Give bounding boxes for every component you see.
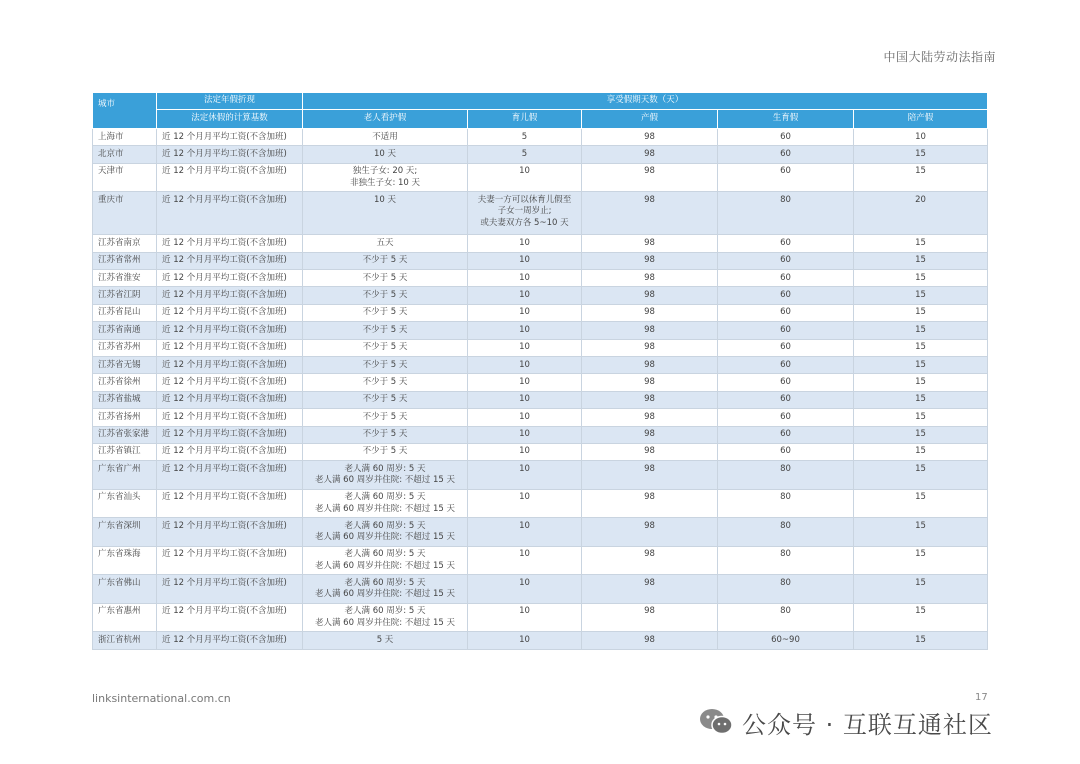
cell-elderly-care-line: 老人满 60 周岁并住院: 不超过 15 天 xyxy=(314,617,455,628)
cell-calc-base: 近 12 个月月平均工资(不含加班) xyxy=(157,163,303,192)
cell-calc-base: 近 12 个月月平均工资(不含加班) xyxy=(157,374,303,391)
cell-elderly-care xyxy=(303,287,468,304)
cell-elderly-care xyxy=(303,129,468,146)
cell-elderly-care xyxy=(303,146,468,163)
cell-childcare xyxy=(468,461,582,490)
cell-elderly-care-line: 老人满 60 周岁并住院: 不超过 15 天 xyxy=(314,589,455,600)
cell-elderly-care xyxy=(303,461,468,490)
cell-elderly-care xyxy=(303,339,468,356)
cell-childcare-line: 或夫妻双方各 5~10 天 xyxy=(480,217,569,228)
cell-maternity: 98 xyxy=(582,409,718,426)
header-childcare: 育儿假 xyxy=(468,110,582,129)
cell-elderly-care xyxy=(303,575,468,604)
cell-birth: 80 xyxy=(718,546,854,575)
cell-childcare xyxy=(468,163,582,192)
cell-elderly-care-line: 五天 xyxy=(376,237,394,248)
cell-paternity: 15 xyxy=(854,252,988,269)
table-row xyxy=(93,129,988,146)
cell-elderly-care-line: 老人满 60 周岁: 5 天 xyxy=(344,463,426,474)
cell-city: 江苏省苏州 xyxy=(93,339,157,356)
cell-elderly-care xyxy=(303,391,468,408)
cell-childcare-line: 10 xyxy=(519,237,530,248)
cell-childcare-line: 10 xyxy=(519,376,530,387)
page-number: 17 xyxy=(975,692,988,703)
cell-city: 广东省汕头 xyxy=(93,489,157,518)
cell-elderly-care-line: 10 天 xyxy=(373,148,397,159)
table-body xyxy=(93,129,988,650)
cell-paternity: 15 xyxy=(854,304,988,321)
cell-paternity: 10 xyxy=(854,129,988,146)
cell-elderly-care-line: 老人满 60 周岁: 5 天 xyxy=(344,520,426,531)
cell-birth: 60 xyxy=(718,270,854,287)
cell-city: 江苏省常州 xyxy=(93,252,157,269)
header-city: 城市 xyxy=(93,93,157,129)
table-row xyxy=(93,632,988,649)
cell-city: 江苏省无锡 xyxy=(93,357,157,374)
cell-elderly-care-line: 老人满 60 周岁: 5 天 xyxy=(344,606,426,617)
cell-childcare-line: 夫妻一方可以休育儿假至 xyxy=(477,194,572,205)
cell-elderly-care xyxy=(303,270,468,287)
cell-maternity: 98 xyxy=(582,489,718,518)
cell-city: 重庆市 xyxy=(93,192,157,235)
cell-paternity: 15 xyxy=(854,489,988,518)
cell-birth: 60 xyxy=(718,146,854,163)
cell-paternity: 15 xyxy=(854,322,988,339)
cell-elderly-care xyxy=(303,409,468,426)
cell-childcare xyxy=(468,603,582,632)
cell-elderly-care xyxy=(303,235,468,252)
cell-calc-base: 近 12 个月月平均工资(不含加班) xyxy=(157,129,303,146)
cell-paternity: 15 xyxy=(854,603,988,632)
cell-city: 江苏省昆山 xyxy=(93,304,157,321)
cell-calc-base: 近 12 个月月平均工资(不含加班) xyxy=(157,270,303,287)
cell-elderly-care-line: 老人满 60 周岁并住院: 不超过 15 天 xyxy=(314,560,455,571)
cell-paternity: 15 xyxy=(854,235,988,252)
cell-calc-base: 近 12 个月月平均工资(不含加班) xyxy=(157,632,303,649)
cell-childcare-line: 10 xyxy=(519,324,530,335)
cell-elderly-care xyxy=(303,304,468,321)
cell-birth: 60 xyxy=(718,391,854,408)
cell-childcare-line: 10 xyxy=(519,634,530,645)
table-header xyxy=(93,93,988,129)
cell-birth: 60 xyxy=(718,322,854,339)
cell-birth: 60 xyxy=(718,426,854,443)
cell-calc-base: 近 12 个月月平均工资(不含加班) xyxy=(157,603,303,632)
cell-childcare-line: 10 xyxy=(519,463,530,474)
cell-maternity: 98 xyxy=(582,192,718,235)
cell-calc-base: 近 12 个月月平均工资(不含加班) xyxy=(157,252,303,269)
cell-calc-base: 近 12 个月月平均工资(不含加班) xyxy=(157,287,303,304)
watermark-text: 公众号 · 互联互通社区 xyxy=(742,710,993,739)
cell-paternity: 15 xyxy=(854,575,988,604)
cell-city: 江苏省徐州 xyxy=(93,374,157,391)
table-row xyxy=(93,339,988,356)
cell-paternity: 15 xyxy=(854,357,988,374)
cell-childcare xyxy=(468,443,582,460)
cell-maternity: 98 xyxy=(582,443,718,460)
cell-childcare xyxy=(468,322,582,339)
cell-elderly-care-line: 老人满 60 周岁: 5 天 xyxy=(344,549,426,560)
cell-childcare xyxy=(468,357,582,374)
cell-city: 江苏省镇江 xyxy=(93,443,157,460)
cell-childcare xyxy=(468,409,582,426)
cell-elderly-care xyxy=(303,163,468,192)
cell-childcare-line: 10 xyxy=(519,577,530,588)
cell-childcare-line: 5 xyxy=(521,148,528,159)
cell-maternity: 98 xyxy=(582,632,718,649)
cell-paternity: 15 xyxy=(854,426,988,443)
table-row xyxy=(93,287,988,304)
cell-calc-base: 近 12 个月月平均工资(不含加班) xyxy=(157,146,303,163)
cell-city: 江苏省江阴 xyxy=(93,287,157,304)
cell-birth: 60 xyxy=(718,374,854,391)
cell-elderly-care-line: 独生子女: 20 天; xyxy=(352,166,418,177)
cell-elderly-care-line: 不少于 5 天 xyxy=(362,376,408,387)
cell-childcare xyxy=(468,391,582,408)
cell-paternity: 15 xyxy=(854,409,988,426)
cell-elderly-care xyxy=(303,374,468,391)
cell-childcare-line: 子女一周岁止; xyxy=(497,206,552,217)
cell-childcare-line: 10 xyxy=(519,289,530,300)
cell-paternity: 15 xyxy=(854,287,988,304)
cell-birth: 80 xyxy=(718,603,854,632)
cell-childcare-line: 10 xyxy=(519,446,530,457)
cell-birth: 80 xyxy=(718,489,854,518)
table-row xyxy=(93,357,988,374)
cell-calc-base: 近 12 个月月平均工资(不含加班) xyxy=(157,192,303,235)
cell-childcare-line: 10 xyxy=(519,394,530,405)
cell-childcare xyxy=(468,252,582,269)
cell-childcare-line: 10 xyxy=(519,342,530,353)
cell-birth: 80 xyxy=(718,518,854,547)
cell-city: 江苏省淮安 xyxy=(93,270,157,287)
header-statutory-group: 法定年假折现 xyxy=(157,93,303,110)
cell-childcare xyxy=(468,270,582,287)
cell-childcare-line: 10 xyxy=(519,492,530,503)
cell-calc-base: 近 12 个月月平均工资(不含加班) xyxy=(157,357,303,374)
cell-birth: 60 xyxy=(718,409,854,426)
cell-childcare-line: 10 xyxy=(519,307,530,318)
cell-maternity: 98 xyxy=(582,603,718,632)
cell-city: 广东省惠州 xyxy=(93,603,157,632)
cell-city: 天津市 xyxy=(93,163,157,192)
cell-elderly-care-line: 不适用 xyxy=(372,131,398,142)
cell-maternity: 98 xyxy=(582,546,718,575)
cell-calc-base: 近 12 个月月平均工资(不含加班) xyxy=(157,546,303,575)
cell-birth: 80 xyxy=(718,575,854,604)
cell-elderly-care-line: 老人满 60 周岁并住院: 不超过 15 天 xyxy=(314,503,455,514)
cell-childcare-line: 10 xyxy=(519,255,530,266)
cell-elderly-care xyxy=(303,603,468,632)
cell-elderly-care-line: 10 天 xyxy=(373,194,397,205)
cell-childcare xyxy=(468,287,582,304)
cell-birth: 60 xyxy=(718,443,854,460)
cell-childcare xyxy=(468,235,582,252)
cell-birth: 80 xyxy=(718,192,854,235)
cell-maternity: 98 xyxy=(582,235,718,252)
cell-calc-base: 近 12 个月月平均工资(不含加班) xyxy=(157,489,303,518)
cell-elderly-care xyxy=(303,443,468,460)
cell-paternity: 15 xyxy=(854,461,988,490)
cell-childcare xyxy=(468,192,582,235)
cell-calc-base: 近 12 个月月平均工资(不含加班) xyxy=(157,409,303,426)
table-row xyxy=(93,146,988,163)
header-birth: 生育假 xyxy=(718,110,854,129)
cell-maternity: 98 xyxy=(582,304,718,321)
cell-city: 广东省佛山 xyxy=(93,575,157,604)
cell-childcare-line: 10 xyxy=(519,359,530,370)
document-title: 中国大陆劳动法指南 xyxy=(883,50,996,64)
table-row xyxy=(93,575,988,604)
cell-birth: 60 xyxy=(718,304,854,321)
cell-city: 江苏省张家港 xyxy=(93,426,157,443)
cell-paternity: 15 xyxy=(854,546,988,575)
cell-elderly-care-line: 不少于 5 天 xyxy=(362,411,408,422)
cell-birth: 60 xyxy=(718,252,854,269)
table-row xyxy=(93,461,988,490)
header-elderly-care: 老人看护假 xyxy=(303,110,468,129)
table-row xyxy=(93,374,988,391)
cell-elderly-care-line: 老人满 60 周岁: 5 天 xyxy=(344,492,426,503)
cell-paternity: 15 xyxy=(854,518,988,547)
leave-policy-table xyxy=(92,92,988,650)
cell-calc-base: 近 12 个月月平均工资(不含加班) xyxy=(157,391,303,408)
cell-elderly-care-line: 不少于 5 天 xyxy=(362,324,408,335)
cell-maternity: 98 xyxy=(582,163,718,192)
table-row xyxy=(93,546,988,575)
cell-childcare xyxy=(468,518,582,547)
table-row xyxy=(93,409,988,426)
cell-maternity: 98 xyxy=(582,357,718,374)
cell-childcare xyxy=(468,632,582,649)
cell-maternity: 98 xyxy=(582,252,718,269)
cell-elderly-care xyxy=(303,357,468,374)
table-row xyxy=(93,192,988,235)
footer-url: linksinternational.com.cn xyxy=(92,692,231,705)
cell-birth: 60 xyxy=(718,129,854,146)
cell-elderly-care xyxy=(303,192,468,235)
cell-elderly-care-line: 不少于 5 天 xyxy=(362,307,408,318)
cell-childcare-line: 10 xyxy=(519,549,530,560)
table-row xyxy=(93,518,988,547)
cell-city: 广东省珠海 xyxy=(93,546,157,575)
cell-birth: 60 xyxy=(718,235,854,252)
cell-city: 广东省深圳 xyxy=(93,518,157,547)
header-leave-group: 享受假期天数（天） xyxy=(303,93,988,110)
cell-city: 江苏省扬州 xyxy=(93,409,157,426)
wechat-icon xyxy=(698,707,734,737)
cell-paternity: 15 xyxy=(854,374,988,391)
cell-maternity: 98 xyxy=(582,270,718,287)
cell-calc-base: 近 12 个月月平均工资(不含加班) xyxy=(157,426,303,443)
cell-calc-base: 近 12 个月月平均工资(不含加班) xyxy=(157,518,303,547)
cell-childcare-line: 10 xyxy=(519,429,530,440)
cell-calc-base: 近 12 个月月平均工资(不含加班) xyxy=(157,461,303,490)
cell-maternity: 98 xyxy=(582,339,718,356)
cell-elderly-care xyxy=(303,489,468,518)
cell-maternity: 98 xyxy=(582,322,718,339)
cell-birth: 60 xyxy=(718,163,854,192)
cell-childcare xyxy=(468,546,582,575)
cell-city: 广东省广州 xyxy=(93,461,157,490)
cell-elderly-care-line: 不少于 5 天 xyxy=(362,429,408,440)
cell-calc-base: 近 12 个月月平均工资(不含加班) xyxy=(157,235,303,252)
cell-paternity: 15 xyxy=(854,270,988,287)
table-row xyxy=(93,163,988,192)
table-row xyxy=(93,252,988,269)
cell-childcare xyxy=(468,146,582,163)
cell-elderly-care-line: 老人满 60 周岁: 5 天 xyxy=(344,577,426,588)
cell-city: 北京市 xyxy=(93,146,157,163)
cell-childcare xyxy=(468,339,582,356)
cell-elderly-care-line: 5 天 xyxy=(376,634,394,645)
cell-childcare xyxy=(468,304,582,321)
cell-city: 江苏省南京 xyxy=(93,235,157,252)
cell-birth: 60 xyxy=(718,339,854,356)
table-row xyxy=(93,304,988,321)
cell-maternity: 98 xyxy=(582,374,718,391)
cell-elderly-care-line: 不少于 5 天 xyxy=(362,255,408,266)
table-row xyxy=(93,426,988,443)
table-row xyxy=(93,489,988,518)
cell-elderly-care-line: 不少于 5 天 xyxy=(362,359,408,370)
cell-childcare xyxy=(468,575,582,604)
table-row xyxy=(93,270,988,287)
table-row xyxy=(93,391,988,408)
cell-birth: 60 xyxy=(718,357,854,374)
cell-elderly-care xyxy=(303,546,468,575)
header-calc-base: 法定休假的计算基数 xyxy=(157,110,303,129)
cell-paternity: 20 xyxy=(854,192,988,235)
cell-paternity: 15 xyxy=(854,163,988,192)
cell-maternity: 98 xyxy=(582,287,718,304)
cell-maternity: 98 xyxy=(582,461,718,490)
cell-birth: 80 xyxy=(718,461,854,490)
cell-elderly-care-line: 不少于 5 天 xyxy=(362,342,408,353)
cell-maternity: 98 xyxy=(582,129,718,146)
cell-childcare xyxy=(468,374,582,391)
cell-elderly-care xyxy=(303,322,468,339)
table-row xyxy=(93,443,988,460)
cell-childcare xyxy=(468,426,582,443)
cell-elderly-care-line: 非独生子女: 10 天 xyxy=(349,177,421,188)
table-row xyxy=(93,322,988,339)
cell-childcare-line: 10 xyxy=(519,411,530,422)
cell-elderly-care-line: 不少于 5 天 xyxy=(362,272,408,283)
cell-elderly-care xyxy=(303,426,468,443)
cell-calc-base: 近 12 个月月平均工资(不含加班) xyxy=(157,443,303,460)
cell-elderly-care-line: 不少于 5 天 xyxy=(362,446,408,457)
cell-elderly-care-line: 不少于 5 天 xyxy=(362,289,408,300)
cell-maternity: 98 xyxy=(582,518,718,547)
cell-maternity: 98 xyxy=(582,575,718,604)
cell-calc-base: 近 12 个月月平均工资(不含加班) xyxy=(157,304,303,321)
cell-calc-base: 近 12 个月月平均工资(不含加班) xyxy=(157,339,303,356)
cell-elderly-care xyxy=(303,518,468,547)
table-row xyxy=(93,235,988,252)
cell-childcare-line: 10 xyxy=(519,272,530,283)
cell-paternity: 15 xyxy=(854,391,988,408)
cell-city: 浙江省杭州 xyxy=(93,632,157,649)
cell-paternity: 15 xyxy=(854,632,988,649)
cell-childcare xyxy=(468,129,582,146)
cell-calc-base: 近 12 个月月平均工资(不含加班) xyxy=(157,322,303,339)
header-paternity: 陪产假 xyxy=(854,110,988,129)
cell-paternity: 15 xyxy=(854,443,988,460)
cell-elderly-care xyxy=(303,252,468,269)
cell-birth: 60~90 xyxy=(718,632,854,649)
cell-paternity: 15 xyxy=(854,146,988,163)
cell-childcare xyxy=(468,489,582,518)
cell-maternity: 98 xyxy=(582,426,718,443)
cell-childcare-line: 10 xyxy=(519,520,530,531)
cell-elderly-care-line: 不少于 5 天 xyxy=(362,394,408,405)
cell-city: 江苏省南通 xyxy=(93,322,157,339)
cell-childcare-line: 10 xyxy=(519,606,530,617)
cell-elderly-care xyxy=(303,632,468,649)
cell-childcare-line: 10 xyxy=(519,166,530,177)
cell-childcare-line: 5 xyxy=(521,131,528,142)
header-maternity: 产假 xyxy=(582,110,718,129)
cell-maternity: 98 xyxy=(582,146,718,163)
cell-maternity: 98 xyxy=(582,391,718,408)
cell-birth: 60 xyxy=(718,287,854,304)
table-row xyxy=(93,603,988,632)
cell-calc-base: 近 12 个月月平均工资(不含加班) xyxy=(157,575,303,604)
cell-city: 江苏省盐城 xyxy=(93,391,157,408)
watermark xyxy=(698,703,993,741)
cell-paternity: 15 xyxy=(854,339,988,356)
cell-elderly-care-line: 老人满 60 周岁并住院: 不超过 15 天 xyxy=(314,475,455,486)
cell-elderly-care-line: 老人满 60 周岁并住院: 不超过 15 天 xyxy=(314,532,455,543)
cell-city: 上海市 xyxy=(93,129,157,146)
